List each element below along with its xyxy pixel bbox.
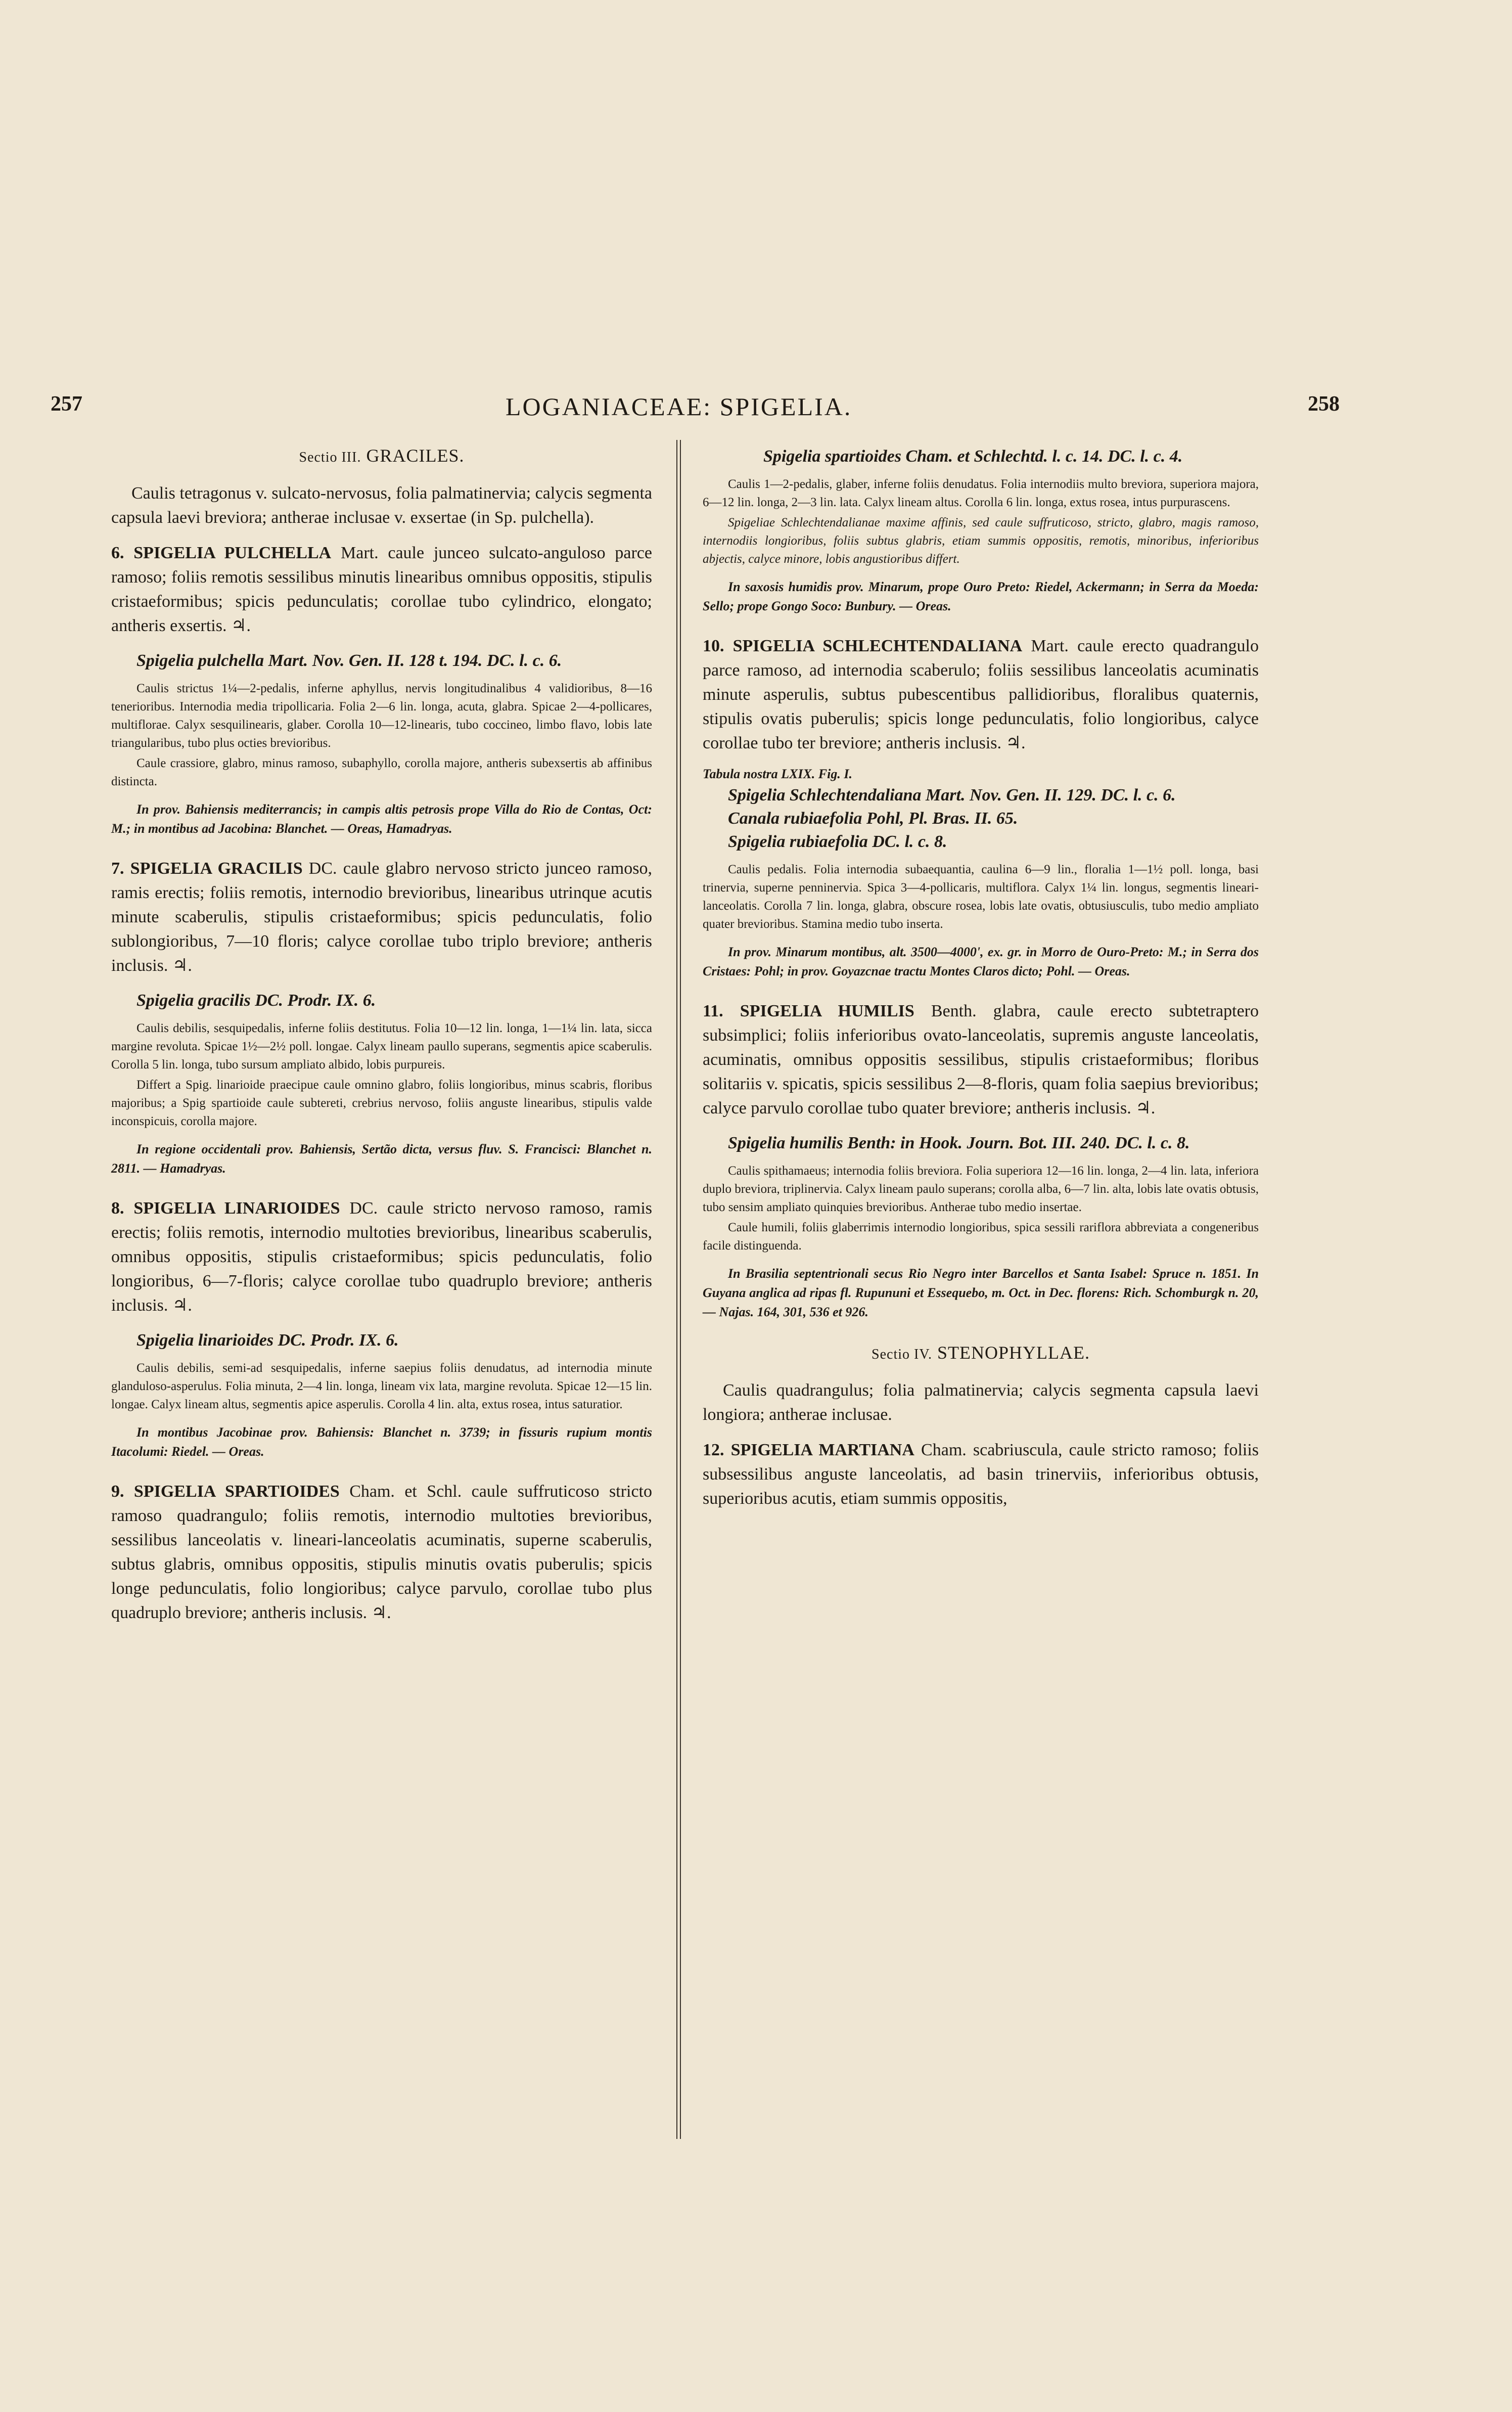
synonym: Spigelia humilis Benth: in Hook. Journ. Bot. III. 240. DC. l. c. 8. xyxy=(728,1134,1190,1152)
synonym: Spigelia linarioides DC. Prodr. IX. 6. xyxy=(136,1331,399,1350)
plate-reference: Tabula nostra LXIX. Fig. I. xyxy=(703,767,852,781)
species-locality: In saxosis humidis prov. Minarum, prope Ouro Preto: Riedel, Ackermann; in Serra da Moeda: Sello; prope Gongo Soco: Bunbury. — Oreas. xyxy=(703,579,1259,613)
species-locality: In prov. Bahiensis mediterrancis; in campis altis petrosis prope Villa do Rio de Contas, Oct: M.; in montibus ad Jacobina: Blanchet. — Oreas, Hamadryas. xyxy=(111,802,652,836)
species-author: Mart. xyxy=(1031,637,1069,655)
species-locality: In montibus Jacobinae prov. Bahiensis: Blanchet n. 3739; in fissuris rupium montis Itacolumi: Riedel. — Oreas. xyxy=(111,1425,652,1459)
species-entry xyxy=(111,857,652,978)
species-entry xyxy=(703,1438,1259,1511)
species-heading: 8. SPIGELIA LINARIOIDES xyxy=(111,1199,340,1218)
species-remark: Spigeliae Schlechtendalianae maxime affinis, sed caule suffruticoso, stricto, glabro, magis ramoso, internodiis longioribus, foliis subtus glabris, etiam summis oppositis, remotis, minoribus, inferioribus abjectis, calyce minore, lobis angustioribus differt. xyxy=(703,516,1259,566)
species-diagnosis: caule erecto quadrangulo parce ramoso, ad internodia scaberulo; foliis sessilibus lanceolatis acuminatis minute asperulis, subtus pubescentibus pallidioribus, floralibus quaternis, stipulis ovatis puberulis; spicis longe pedunculatis, folio longioribus, calyce corollae tubo ter breviore; antheris inclusis. ♃. xyxy=(703,637,1259,752)
species-entry xyxy=(111,1480,652,1625)
synonym: Spigelia pulchella Mart. Nov. Gen. II. 128 t. 194. DC. l. c. 6. xyxy=(136,651,562,670)
running-title: LOGANIACEAE: SPIGELIA. xyxy=(506,392,852,421)
species-heading: 10. SPIGELIA SCHLECHTENDALIANA xyxy=(703,637,1023,655)
species-description: Caulis spithamaeus; internodia foliis breviora. Folia superiora 12—16 lin. longa, 2—4 lin. lata, inferiora duplo breviora, triplinervia. Calyx lineam paulo superans; corolla alba, 6—7 lin. alta, lobis late ovatis obtusis, tubo sensim ampliato quinquies brevioribus. Antherae tubo medio insertae. xyxy=(703,1164,1259,1214)
species-heading: 6. SPIGELIA PULCHELLA xyxy=(111,544,332,562)
species-locality: In regione occidentali prov. Bahiensis, Sertão dicta, versus fluv. S. Francisci: Blanchet n. 2811. — Hamadryas. xyxy=(111,1142,652,1176)
page-number-right: 258 xyxy=(1308,392,1340,416)
section-name: GRACILES. xyxy=(366,445,465,466)
species-heading: 9. SPIGELIA SPARTIOIDES xyxy=(111,1482,340,1501)
species-diagnosis: caule stricto nervoso ramoso, ramis erectis; foliis remotis, internodio multoties brevioribus, linearibus scaberulis, omnibus oppositis, stipulis cristaeformibus; spicis pedunculatis, folio longioribus, 6—7-floris; calyce corollae tubo quadruplo breviore; antheris inclusis. ♃. xyxy=(111,1199,653,1315)
synonym: Spigelia gracilis DC. Prodr. IX. 6. xyxy=(136,991,376,1010)
synonym: Spigelia rubiaefolia DC. l. c. 8. xyxy=(728,832,947,851)
species-locality: In Brasilia septentrionali secus Rio Negro inter Barcellos et Santa Isabel: Spruce n. 1851. In Guyana anglica ad ripas fl. Rupununi et Essequebo, m. Oct. in Dec. florens: Rich. Schomburgk n. 20, — Najas. 164, 301, 536 et 926. xyxy=(703,1266,1259,1319)
column-divider xyxy=(676,440,681,2139)
species-entry xyxy=(111,1196,652,1318)
section-description: Caulis tetragonus v. sulcato-nervosus, folia palmatinervia; calycis segmenta capsula laevi breviora; antherae inclusae v. exsertae (in Sp. pulchella). xyxy=(111,484,652,527)
section-heading xyxy=(111,445,652,466)
species-author: Mart. xyxy=(341,544,379,562)
species-locality: In prov. Minarum montibus, alt. 3500—4000', ex. gr. in Morro de Ouro-Preto: M.; in Serra dos Cristaes: Pohl; in prov. Goyazcnae tractu Montes Claros dicto; Pohl. — Oreas. xyxy=(703,945,1259,978)
species-description: Caulis pedalis. Folia internodia subaequantia, caulina 6—9 lin., floralia 1—1½ poll. longa, basi trinervia, superne penninervia. Spica 3—4-pollicaris, multiflora. Calyx 1¼ lin. longus, segmentis lineari-lanceolatis. Corolla 7 lin. longa, glabra, obscure rosea, lobis late ovatis, obtusiusculis, tubo medio ampliato quater brevioribus. Stamina medio tubo inserta. xyxy=(703,863,1259,931)
species-author: Cham. et Schl. xyxy=(349,1482,462,1501)
page-number-left: 257 xyxy=(51,392,82,416)
right-column xyxy=(703,445,1259,1522)
species-author: DC. xyxy=(308,859,337,878)
section-label: Sectio III. xyxy=(299,450,361,465)
species-remark: Caule humili, foliis glaberrimis internodio longioribus, spica sessili rariflora abbreviata a congeneribus facile distinguenda. xyxy=(703,1221,1259,1253)
species-remark: Differt a Spig. linarioide praecipue caule omnino glabro, foliis longioribus, minus scabris, floribus majoribus; a Spig spartioide caule subtereti, crebrius nervoso, foliis anguste linearibus, stipulis valde inconspicuis, corolla majore. xyxy=(111,1078,652,1128)
section-name: STENOPHYLLAE. xyxy=(937,1343,1090,1363)
page-header xyxy=(51,392,1340,427)
species-diagnosis: caule junceo sulcato-anguloso parce ramoso; foliis remotis sessilibus minutis linearibus omnibus oppositis, stipulis cristaeformibus; spicis pedunculatis; corollae tubo cylindrico, elongato; antheris exsertis. ♃. xyxy=(111,544,652,635)
species-description: Caulis debilis, sesquipedalis, inferne foliis destitutus. Folia 10—12 lin. longa, 1—1¼ lin. lata, sicca margine revoluta. Spicae 1½—2½ poll. longae. Calyx lineam paullo superans, segmentis apice scaberulis. Corolla 5 lin. longa, tubo sursum ampliato albido, lobis purpureis. xyxy=(111,1021,652,1071)
synonym: Spigelia spartioides Cham. et Schlechtd. l. c. 14. DC. l. c. 4. xyxy=(763,447,1183,466)
species-diagnosis: glabra, caule erecto subtetraptero subsimplici; foliis inferioribus ovato-lanceolatis, supremis anguste lanceolatis, acuminatis, omnibus oppositis sessilibus, stipulis cristaeformibus; floribus solitariis v. spicatis, spicis sessilibus 2—8-floris, quam folia saepius brevioribus; calyce parvulo corollae tubo quater breviore; antheris inclusis. ♃. xyxy=(703,1002,1259,1118)
species-author: Cham. xyxy=(921,1441,967,1459)
species-heading: 12. SPIGELIA MARTIANA xyxy=(703,1441,914,1459)
species-heading: 11. SPIGELIA HUMILIS xyxy=(703,1002,914,1020)
section-label: Sectio IV. xyxy=(872,1347,932,1362)
left-column xyxy=(111,445,652,1636)
species-entry xyxy=(111,541,652,638)
species-author: Benth. xyxy=(931,1002,977,1020)
species-description: Caulis debilis, semi-ad sesquipedalis, inferne saepius foliis denudatus, ad internodia minute glanduloso-asperulus. Folia minuta, 2—4 lin. longa, lineam vix lata, margine revoluta. Spicae 12—15 lin. longae. Calyx lineam altus, segmentis apice asperulis. Corolla 4 lin. alta, extus rosea, intus saturatior. xyxy=(111,1361,652,1411)
synonym: Canala rubiaefolia Pohl, Pl. Bras. II. 65. xyxy=(728,809,1018,828)
species-remark: Caule crassiore, glabro, minus ramoso, subaphyllo, corolla majore, antheris subexsertis ab affinibus distincta. xyxy=(111,756,652,788)
species-author: DC. xyxy=(349,1199,378,1218)
species-diagnosis: caule glabro nervoso stricto junceo ramoso, ramis erectis; foliis remotis, internodio brevioribus, linearibus utrinque acutis minute scaberulis, stipulis cristaeformibus; spicis pedunculatis, folio sublongioribus, 7—10 floris; calyce corollae tubo triplo breviore; antheris inclusis. ♃. xyxy=(111,859,652,975)
species-description: Caulis strictus 1¼—2-pedalis, inferne aphyllus, nervis longitudinalibus 4 validioribus, 8—16 tenerioribus. Internodia media tripollicaria. Folia 2—6 lin. longa, acuta, glabra. Spicae 2—4-pollicares, multiflorae. Calyx sesquilinearis, glaber. Corolla 10—12-linearis, tubo coccineo, limbo flavo, lobis late triangularibus, tubo plus octies brevioribus. xyxy=(111,682,652,750)
section-heading xyxy=(703,1342,1259,1363)
species-diagnosis: caule suffruticoso stricto ramoso quadrangulo; foliis remotis, internodio multoties brevioribus, sessilibus lanceolatis v. lineari-lanceolatis acuminatis, superne scaberulis, subtus glabris, omnibus oppositis, stipulis minutis ovatis puberulis; spicis longe pedunculatis, folio longioribus; calyce parvulo, corollae tubo plus quadruplo breviore; antheris inclusis. ♃. xyxy=(111,1482,652,1622)
species-heading: 7. SPIGELIA GRACILIS xyxy=(111,859,303,878)
species-entry xyxy=(703,634,1259,755)
species-description: Caulis 1—2-pedalis, glaber, inferne foliis denudatus. Folia internodiis multo breviora, superiora majora, 6—12 lin. longa, 2—3 lin. lata. Calyx lineam altus. Corolla 6 lin. longa, extus rosea, intus purpurascens. xyxy=(703,477,1259,509)
section-description: Caulis quadrangulus; folia palmatinervia; calycis segmenta capsula laevi longiora; antherae inclusae. xyxy=(703,1381,1259,1424)
species-diagnosis: scabriuscula, caule stricto ramoso; foliis subsessilibus anguste lanceolatis, ad basin trinerviis, inferioribus obtusis, superioribus acutis, etiam summis oppositis, xyxy=(703,1441,1259,1508)
species-entry xyxy=(703,999,1259,1121)
synonym: Spigelia Schlechtendaliana Mart. Nov. Gen. II. 129. DC. l. c. 6. xyxy=(728,786,1176,805)
